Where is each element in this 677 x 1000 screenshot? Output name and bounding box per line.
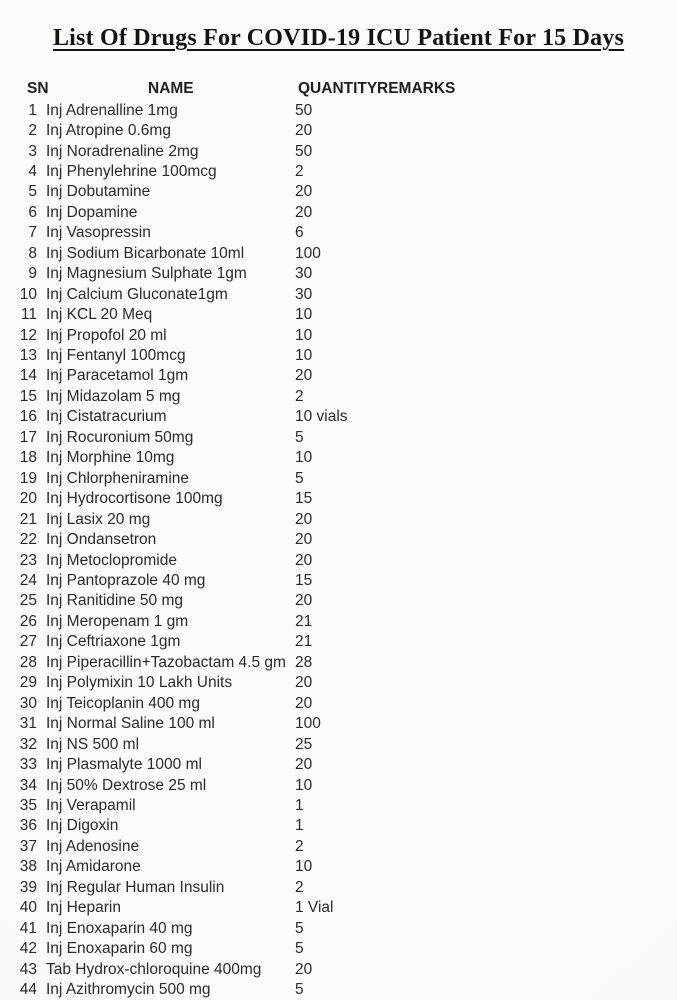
table-row [0,632,677,652]
cell-quantity: 2 [295,837,304,855]
cell-sn: 21 [19,510,37,528]
cell-sn: 3 [28,142,37,160]
cell-name: Inj Adenosine [46,837,140,855]
table-row [0,469,677,489]
cell-remarks [376,530,677,550]
cell-quantity: 15 [295,490,313,508]
cell-sn: 40 [19,899,37,917]
table-row [0,366,677,386]
cell-sn: 11 [20,306,37,324]
cell-quantity: 20 [295,367,313,385]
drug-table [0,80,677,1000]
cell-remarks [376,510,677,530]
cell-sn: 38 [19,858,37,876]
cell-quantity: 2 [295,162,304,180]
table-row [0,694,677,714]
table-row [0,776,677,796]
cell-name: Inj Fentanyl 100mcg [46,347,186,365]
cell-name: Inj Morphine 10mg [46,449,175,467]
cell-sn: 18 [19,449,37,467]
table-row [0,223,677,243]
cell-quantity: 10 vials [295,408,348,426]
cell-remarks [376,326,677,346]
cell-name: Inj Heparin [46,899,121,917]
cell-sn: 8 [28,244,37,262]
table-body [0,101,677,1000]
table-row [0,591,677,611]
cell-quantity: 25 [295,735,313,753]
cell-sn: 16 [19,408,37,426]
cell-quantity: 20 [295,674,313,692]
cell-remarks [376,776,677,796]
table-row [0,939,677,959]
table-row [0,960,677,980]
column-header-quantity: QUANTITY [298,79,378,97]
cell-sn: 30 [19,694,37,712]
cell-remarks [376,796,677,816]
cell-quantity: 2 [295,387,304,405]
cell-name: Inj Normal Saline 100 ml [46,715,215,733]
cell-quantity: 20 [295,203,313,221]
cell-quantity: 5 [295,428,304,446]
cell-remarks [376,162,677,182]
cell-name: Inj Sodium Bicarbonate 10ml [46,244,245,262]
cell-remarks [376,980,677,1000]
cell-sn: 41 [19,919,37,937]
cell-remarks [376,960,677,980]
cell-name: Inj Paracetamol 1gm [46,367,189,385]
cell-sn: 36 [19,817,37,835]
table-row [0,735,677,755]
cell-remarks [376,121,677,141]
cell-remarks [376,694,677,714]
cell-name: Inj Azithromycin 500 mg [46,981,211,999]
cell-name: Inj Magnesium Sulphate 1gm [46,265,247,283]
cell-name: Inj Digoxin [46,817,119,835]
table-row [0,857,677,877]
table-row [0,346,677,366]
cell-sn: 37 [19,837,37,855]
column-header-name: NAME [148,79,194,97]
cell-remarks [376,182,677,202]
cell-quantity: 30 [295,265,313,283]
cell-quantity: 20 [295,551,313,569]
column-header-remarks: REMARKS [377,79,456,97]
cell-name: Inj Noradrenaline 2mg [46,142,199,160]
table-header [0,80,677,98]
cell-name: Inj Enoxaparin 40 mg [46,919,193,937]
cell-name: Inj Hydrocortisone 100mg [46,490,223,508]
table-row [0,898,677,918]
cell-name: Inj Polymixin 10 Lakh Units [46,674,233,692]
cell-quantity: 5 [295,469,304,487]
cell-name: Inj Phenylehrine 100mcg [46,162,217,180]
cell-sn: 12 [19,326,37,344]
cell-name: Inj Ondansetron [46,531,157,549]
cell-sn: 39 [19,878,37,896]
cell-name: Inj Rocuronium 50mg [46,428,194,446]
table-row [0,755,677,775]
cell-sn: 28 [19,653,37,671]
table-row [0,571,677,591]
cell-remarks [376,407,677,427]
cell-remarks [376,653,677,673]
cell-remarks [376,632,677,652]
cell-remarks [376,305,677,325]
cell-quantity: 1 [295,817,304,835]
cell-sn: 7 [28,224,37,242]
cell-name: Inj Adrenalline 1mg [46,101,178,119]
cell-remarks [376,285,677,305]
cell-quantity: 5 [295,981,304,999]
cell-quantity: 2 [295,878,304,896]
column-header-sn: SN [27,79,49,97]
cell-remarks [376,878,677,898]
cell-sn: 25 [19,592,37,610]
table-row [0,510,677,530]
table-row [0,162,677,182]
cell-name: Inj Dopamine [46,203,138,221]
cell-quantity: 50 [295,142,313,160]
cell-sn: 4 [28,162,37,180]
page-title: List Of Drugs For COVID-19 ICU Patient For 15 Days [52,25,625,51]
cell-sn: 34 [19,776,37,794]
cell-remarks [376,387,677,407]
cell-remarks [376,101,677,121]
table-row [0,305,677,325]
table-row [0,285,677,305]
cell-name: Inj Atropine 0.6mg [46,122,171,140]
cell-sn: 14 [19,367,37,385]
cell-remarks [376,264,677,284]
cell-name: Inj Amidarone [46,858,141,876]
cell-name: Inj Ranitidine 50 mg [46,592,183,610]
cell-sn: 5 [28,183,37,201]
cell-remarks [376,346,677,366]
cell-quantity: 20 [295,531,313,549]
cell-quantity: 20 [295,694,313,712]
cell-sn: 27 [19,633,37,651]
table-row [0,919,677,939]
cell-remarks [376,448,677,468]
cell-remarks [376,919,677,939]
cell-quantity: 1 [295,797,304,814]
cell-remarks [376,551,677,571]
cell-name: Inj Enoxaparin 60 mg [46,940,193,958]
cell-remarks [376,366,677,386]
cell-quantity: 10 [295,858,313,876]
cell-quantity: 21 [295,633,313,651]
cell-sn: 33 [19,756,37,774]
cell-name: Inj Cistatracurium [46,408,167,426]
cell-quantity: 20 [295,183,313,201]
cell-sn: 17 [19,428,37,446]
cell-quantity: 20 [295,960,313,978]
table-row [0,837,677,857]
cell-sn: 10 [19,285,37,303]
cell-name: Inj NS 500 ml [46,735,140,753]
table-row [0,203,677,223]
cell-name: Inj Chlorpheniramine [46,469,190,487]
table-row [0,428,677,448]
table-row [0,182,677,202]
cell-remarks [376,223,677,243]
cell-sn: 1 [28,101,37,119]
table-row [0,673,677,693]
cell-name: Inj Vasopressin [46,224,151,242]
cell-quantity: 30 [295,285,313,303]
cell-sn: 31 [19,715,37,733]
cell-remarks [376,591,677,611]
cell-sn: 29 [19,674,37,692]
cell-remarks [376,755,677,775]
cell-remarks [376,837,677,857]
cell-name: Inj Verapamil [46,797,136,814]
cell-sn: 20 [19,490,37,508]
cell-quantity: 6 [295,224,304,242]
cell-name: Inj Pantoprazole 40 mg [46,572,206,590]
cell-remarks [376,816,677,836]
table-row [0,101,677,121]
cell-name: Tab Hydrox-chloroquine 400mg [46,960,262,978]
table-row [0,816,677,836]
cell-quantity: 20 [295,756,313,774]
cell-remarks [376,673,677,693]
table-row [0,326,677,346]
cell-quantity: 21 [295,612,313,630]
table-row [0,530,677,550]
cell-sn: 2 [28,122,37,140]
cell-remarks [376,571,677,591]
table-row [0,121,677,141]
table-row [0,407,677,427]
cell-name: Inj Meropenam 1 gm [46,612,189,630]
cell-quantity: 50 [295,101,313,119]
table-row [0,387,677,407]
table-row [0,612,677,632]
cell-sn: 6 [28,203,37,221]
cell-quantity: 100 [295,715,321,733]
cell-remarks [376,735,677,755]
cell-name: Inj Lasix 20 mg [46,510,151,528]
cell-sn: 43 [19,960,37,978]
cell-name: Inj Plasmalyte 1000 ml [46,756,202,774]
cell-sn: 13 [19,347,37,365]
cell-name: Inj Piperacillin+Tazobactam 4.5 gm [46,653,286,671]
cell-name: Inj Ceftriaxone 1gm [46,633,181,651]
cell-quantity: 20 [295,592,313,610]
cell-remarks [376,428,677,448]
table-row [0,264,677,284]
cell-remarks [376,714,677,734]
table-row [0,489,677,509]
cell-sn: 44 [19,981,37,999]
table-row [0,142,677,162]
cell-quantity: 10 [295,326,313,344]
table-row [0,244,677,264]
cell-sn: 22 [19,531,37,549]
cell-sn: 32 [19,735,37,753]
cell-quantity: 28 [295,653,313,671]
table-row [0,980,677,1000]
cell-quantity: 20 [295,122,313,140]
cell-name: Inj 50% Dextrose 25 ml [46,776,207,794]
cell-name: Inj Regular Human Insulin [46,878,225,896]
cell-quantity: 1 Vial [295,899,334,917]
cell-quantity: 10 [295,449,313,467]
cell-quantity: 5 [295,940,304,958]
cell-quantity: 10 [295,306,313,324]
cell-remarks [376,142,677,162]
cell-sn: 15 [19,387,37,405]
cell-name: Inj Calcium Gluconate1gm [46,285,228,303]
table-row [0,878,677,898]
cell-quantity: 10 [295,347,313,365]
cell-quantity: 20 [295,510,313,528]
cell-sn: 19 [19,469,37,487]
table-row [0,653,677,673]
cell-remarks [376,203,677,223]
cell-name: Inj Teicoplanin 400 mg [46,694,200,712]
cell-quantity: 10 [295,776,313,794]
cell-remarks [376,469,677,489]
cell-remarks [376,244,677,264]
cell-sn: 42 [19,940,37,958]
table-row [0,551,677,571]
table-row [0,448,677,468]
cell-sn: 23 [19,551,37,569]
cell-name: Inj Midazolam 5 mg [46,387,181,405]
cell-name: Inj Propofol 20 ml [46,326,167,344]
cell-sn: 9 [28,265,37,283]
cell-sn: 26 [19,612,37,630]
cell-remarks [376,612,677,632]
cell-remarks [376,489,677,509]
cell-remarks [376,898,677,918]
cell-name: Inj Dobutamine [46,183,151,201]
cell-remarks [376,857,677,877]
cell-quantity: 15 [295,572,313,590]
table-row [0,796,677,816]
cell-remarks [376,939,677,959]
cell-name: Inj Metoclopromide [46,551,177,569]
cell-sn: 35 [19,797,37,814]
cell-name: Inj KCL 20 Meq [46,306,153,324]
cell-quantity: 100 [295,244,321,262]
cell-sn: 24 [19,572,37,590]
table-row [0,714,677,734]
cell-quantity: 5 [295,919,304,937]
